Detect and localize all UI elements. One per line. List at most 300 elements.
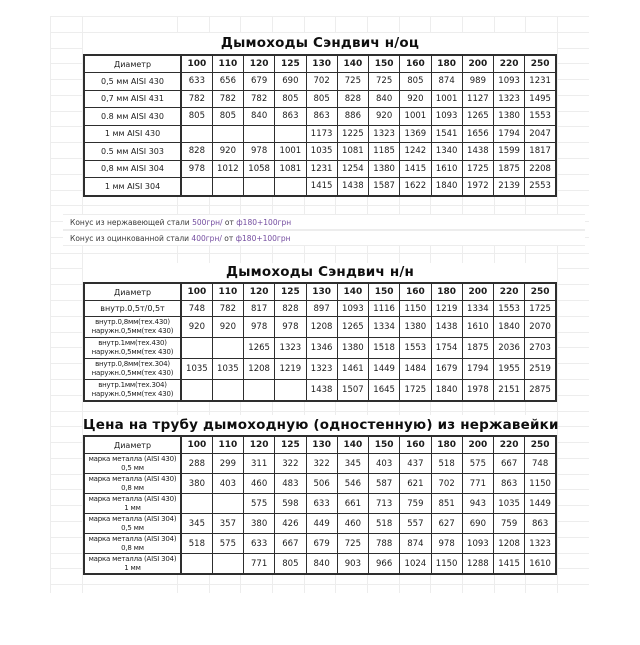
price-cell: 978 xyxy=(275,317,306,338)
price-cell: 725 xyxy=(337,534,368,554)
price-cell: 633 xyxy=(181,73,212,91)
price-cell: 1840 xyxy=(431,380,462,402)
price-cell: 1622 xyxy=(400,178,431,196)
price-cell: 1725 xyxy=(462,160,493,178)
row-label: 1 мм AISI 304 xyxy=(84,178,181,196)
price-cell: 288 xyxy=(181,454,212,474)
price-cell: 886 xyxy=(337,108,368,126)
price-cell xyxy=(212,125,243,143)
price-cell: 1978 xyxy=(462,380,493,402)
diameter-col-header: 160 xyxy=(400,283,431,301)
price-cell: 863 xyxy=(306,108,337,126)
price-cell: 1840 xyxy=(494,317,525,338)
diameter-col-header: 150 xyxy=(369,283,400,301)
table-row xyxy=(84,160,556,178)
section-single-wall xyxy=(83,415,559,575)
price-cell: 2047 xyxy=(525,125,556,143)
table-row xyxy=(84,454,556,474)
price-cell: 311 xyxy=(244,454,275,474)
price-cell: 575 xyxy=(212,534,243,554)
price-cell: 518 xyxy=(181,534,212,554)
price-table-sandwich-n-n xyxy=(83,282,557,402)
diameter-col-header: 120 xyxy=(244,283,275,301)
price-cell: 518 xyxy=(431,454,462,474)
table-title-single-wall: Цена на трубу дымоходную (одностенную) из нержавейки xyxy=(83,417,559,433)
price-cell: 805 xyxy=(275,554,306,575)
row-label: внутр.1мм(тех.304) наружн.0,5мм(тех 430) xyxy=(84,380,181,402)
price-cell: 403 xyxy=(212,474,243,494)
table-row xyxy=(84,301,556,317)
price-cell: 874 xyxy=(431,73,462,91)
price-cell: 1093 xyxy=(431,108,462,126)
price-cell: 874 xyxy=(400,534,431,554)
price-cell: 840 xyxy=(306,554,337,575)
table-title-sandwich-n-n: Дымоходы Сэндвич н/н xyxy=(83,263,557,282)
price-cell: 2519 xyxy=(525,359,556,380)
price-cell: 1875 xyxy=(462,338,493,359)
price-cell: 1208 xyxy=(306,317,337,338)
note-text: от xyxy=(222,218,237,227)
diameter-col-header: 200 xyxy=(462,436,493,454)
price-cell: 782 xyxy=(181,90,212,108)
price-cell: 2208 xyxy=(525,160,556,178)
price-cell: 725 xyxy=(337,73,368,91)
price-cell: 426 xyxy=(275,514,306,534)
price-cell: 966 xyxy=(369,554,400,575)
diameter-col-header: 150 xyxy=(369,436,400,454)
price-cell xyxy=(212,338,243,359)
price-cell: 2036 xyxy=(494,338,525,359)
price-cell xyxy=(181,125,212,143)
price-cell: 1955 xyxy=(494,359,525,380)
price-cell: 690 xyxy=(275,73,306,91)
price-cell: 679 xyxy=(244,73,275,91)
price-cell: 978 xyxy=(244,143,275,161)
price-cell: 1679 xyxy=(431,359,462,380)
price-cell: 1208 xyxy=(494,534,525,554)
diameter-col-header: 100 xyxy=(181,283,212,301)
price-cell: 1461 xyxy=(337,359,368,380)
price-cell: 978 xyxy=(244,317,275,338)
diameter-col-header: 160 xyxy=(400,55,431,73)
gridline-vertical xyxy=(50,16,51,593)
gridline-horizontal xyxy=(50,411,589,412)
price-cell: 1725 xyxy=(525,301,556,317)
price-cell: 1219 xyxy=(431,301,462,317)
section-sandwich-n-n xyxy=(83,263,559,402)
table-row xyxy=(84,73,556,91)
price-cell: 1116 xyxy=(369,301,400,317)
price-cell: 1754 xyxy=(431,338,462,359)
price-cell: 863 xyxy=(494,474,525,494)
price-cell: 897 xyxy=(306,301,337,317)
price-cell: 851 xyxy=(431,494,462,514)
price-cell: 788 xyxy=(369,534,400,554)
price-cell: 345 xyxy=(181,514,212,534)
price-cell: 1369 xyxy=(400,125,431,143)
price-cell: 1242 xyxy=(400,143,431,161)
price-cell: 546 xyxy=(337,474,368,494)
note-text: Конус из нержавеющей стали xyxy=(70,218,193,227)
price-cell: 2151 xyxy=(494,380,525,402)
price-cell: 299 xyxy=(212,454,243,474)
price-cell xyxy=(181,338,212,359)
diameter-col-header: 200 xyxy=(462,283,493,301)
price-cell: 1150 xyxy=(431,554,462,575)
price-cell xyxy=(212,178,243,196)
price-cell: 1035 xyxy=(306,143,337,161)
price-cell: 978 xyxy=(181,160,212,178)
row-label: марка металла (AISI 430) 1 мм xyxy=(84,494,181,514)
row-label: марка металла (AISI 430) 0,5 мм xyxy=(84,454,181,474)
price-cell: 828 xyxy=(181,143,212,161)
price-cell: 759 xyxy=(494,514,525,534)
table-row xyxy=(84,125,556,143)
price-cell xyxy=(275,178,306,196)
price-cell: 759 xyxy=(400,494,431,514)
price-cell xyxy=(244,125,275,143)
price-cell: 1725 xyxy=(400,380,431,402)
diameter-header-cell: Диаметр xyxy=(84,55,181,73)
diameter-col-header: 110 xyxy=(212,436,243,454)
diameter-col-header: 150 xyxy=(369,55,400,73)
price-cell: 1972 xyxy=(462,178,493,196)
diameter-col-header: 130 xyxy=(306,55,337,73)
price-cell: 771 xyxy=(462,474,493,494)
price-cell: 1875 xyxy=(494,160,525,178)
price-cell: 1449 xyxy=(369,359,400,380)
row-label: марка металла (AISI 430) 0,8 мм xyxy=(84,474,181,494)
price-cell: 1231 xyxy=(525,73,556,91)
diameter-header-cell: Диаметр xyxy=(84,436,181,454)
price-table-sandwich-n-oc xyxy=(83,54,557,197)
diameter-col-header: 160 xyxy=(400,436,431,454)
gridline-horizontal xyxy=(50,253,589,254)
price-cell: 805 xyxy=(400,73,431,91)
table-row xyxy=(84,178,556,196)
price-cell: 1340 xyxy=(431,143,462,161)
price-cell: 782 xyxy=(212,90,243,108)
note-spec: ф180+100грн xyxy=(236,218,292,227)
note-text: Конус из оцинкованной стали xyxy=(70,234,192,243)
price-cell: 1225 xyxy=(337,125,368,143)
row-label: 0.5 мм AISI 303 xyxy=(84,143,181,161)
price-cell: 1645 xyxy=(369,380,400,402)
price-cell: 1553 xyxy=(525,108,556,126)
price-cell: 380 xyxy=(181,474,212,494)
diameter-col-header: 110 xyxy=(212,283,243,301)
price-cell: 1541 xyxy=(431,125,462,143)
table-title-sandwich-n-oc: Дымоходы Сэндвич н/оц xyxy=(83,33,557,54)
price-cell: 840 xyxy=(244,108,275,126)
header-row xyxy=(84,283,556,301)
price-cell: 557 xyxy=(400,514,431,534)
price-cell: 1012 xyxy=(212,160,243,178)
price-cell: 771 xyxy=(244,554,275,575)
header-row xyxy=(84,55,556,73)
diameter-col-header: 125 xyxy=(275,283,306,301)
price-cell: 1081 xyxy=(337,143,368,161)
price-cell xyxy=(212,380,243,402)
price-cell: 805 xyxy=(306,90,337,108)
price-cell: 403 xyxy=(369,454,400,474)
table-row xyxy=(84,143,556,161)
price-cell: 782 xyxy=(244,90,275,108)
price-cell: 575 xyxy=(462,454,493,474)
price-cell: 1817 xyxy=(525,143,556,161)
price-cell: 920 xyxy=(369,108,400,126)
price-cell: 2139 xyxy=(494,178,525,196)
note-spec: ф180+100грн xyxy=(235,234,291,243)
diameter-col-header: 140 xyxy=(337,283,368,301)
price-cell: 920 xyxy=(181,317,212,338)
price-cell: 1415 xyxy=(494,554,525,575)
price-cell: 2553 xyxy=(525,178,556,196)
price-cell: 1173 xyxy=(306,125,337,143)
price-cell: 748 xyxy=(525,454,556,474)
price-cell: 828 xyxy=(275,301,306,317)
diameter-col-header: 130 xyxy=(306,436,337,454)
table-row xyxy=(84,514,556,534)
price-cell: 1610 xyxy=(525,554,556,575)
row-label: марка металла (AISI 304) 1 мм xyxy=(84,554,181,575)
price-cell: 667 xyxy=(275,534,306,554)
gridline-horizontal xyxy=(50,205,589,206)
price-cell: 1380 xyxy=(400,317,431,338)
row-label: 0,8 мм AISI 304 xyxy=(84,160,181,178)
price-table-single-wall xyxy=(83,435,557,575)
diameter-col-header: 120 xyxy=(244,55,275,73)
diameter-col-header: 100 xyxy=(181,55,212,73)
table-row xyxy=(84,108,556,126)
price-cell: 817 xyxy=(244,301,275,317)
table-row xyxy=(84,317,556,338)
price-cell: 748 xyxy=(181,301,212,317)
price-cell: 989 xyxy=(462,73,493,91)
price-cell xyxy=(181,380,212,402)
gridline-horizontal xyxy=(50,584,589,585)
price-cell: 322 xyxy=(275,454,306,474)
price-cell xyxy=(212,554,243,575)
diameter-col-header: 140 xyxy=(337,55,368,73)
price-cell: 679 xyxy=(306,534,337,554)
price-cell: 1219 xyxy=(275,359,306,380)
price-cell: 1185 xyxy=(369,143,400,161)
price-cell: 805 xyxy=(181,108,212,126)
diameter-col-header: 100 xyxy=(181,436,212,454)
row-label: внутр.1мм(тех.430) наружн.0,5мм(тех 430) xyxy=(84,338,181,359)
price-cell: 380 xyxy=(244,514,275,534)
price-cell: 1380 xyxy=(369,160,400,178)
price-cell: 1323 xyxy=(525,534,556,554)
price-cell: 1507 xyxy=(337,380,368,402)
price-cell: 1415 xyxy=(306,178,337,196)
diameter-col-header: 125 xyxy=(275,436,306,454)
price-cell: 1518 xyxy=(369,338,400,359)
price-cell: 1001 xyxy=(431,90,462,108)
price-cell: 460 xyxy=(244,474,275,494)
price-cell: 587 xyxy=(369,474,400,494)
note-stainless-cone xyxy=(63,214,585,230)
table-row xyxy=(84,554,556,575)
price-cell: 1794 xyxy=(494,125,525,143)
price-cell: 1380 xyxy=(337,338,368,359)
price-cell: 1599 xyxy=(494,143,525,161)
price-cell: 506 xyxy=(306,474,337,494)
price-cell: 1346 xyxy=(306,338,337,359)
table-row xyxy=(84,494,556,514)
price-cell: 1323 xyxy=(306,359,337,380)
row-label: марка металла (AISI 304) 0,5 мм xyxy=(84,514,181,534)
price-cell: 1058 xyxy=(244,160,275,178)
price-cell: 1587 xyxy=(369,178,400,196)
table-row xyxy=(84,90,556,108)
price-cell xyxy=(181,178,212,196)
diameter-col-header: 120 xyxy=(244,436,275,454)
note-galvanized-cone xyxy=(63,230,585,246)
price-cell: 903 xyxy=(337,554,368,575)
price-cell: 702 xyxy=(431,474,462,494)
diameter-col-header: 130 xyxy=(306,283,337,301)
price-cell xyxy=(181,494,212,514)
price-cell: 1265 xyxy=(462,108,493,126)
diameter-col-header: 250 xyxy=(525,436,556,454)
price-cell xyxy=(181,554,212,575)
price-cell: 1323 xyxy=(275,338,306,359)
header-row xyxy=(84,436,556,454)
price-cell: 483 xyxy=(275,474,306,494)
row-label: 0,5 мм AISI 430 xyxy=(84,73,181,91)
price-cell: 863 xyxy=(275,108,306,126)
price-cell: 1208 xyxy=(244,359,275,380)
table-row xyxy=(84,534,556,554)
price-cell: 2703 xyxy=(525,338,556,359)
diameter-col-header: 180 xyxy=(431,283,462,301)
diameter-col-header: 220 xyxy=(494,436,525,454)
price-cell: 713 xyxy=(369,494,400,514)
price-cell xyxy=(275,125,306,143)
price-cell: 920 xyxy=(212,143,243,161)
price-cell: 460 xyxy=(337,514,368,534)
price-cell: 1265 xyxy=(244,338,275,359)
table-row xyxy=(84,338,556,359)
price-cell: 1254 xyxy=(337,160,368,178)
diameter-col-header: 180 xyxy=(431,436,462,454)
price-cell: 1438 xyxy=(462,143,493,161)
price-cell: 1449 xyxy=(525,494,556,514)
price-cell: 1438 xyxy=(431,317,462,338)
price-cell: 1553 xyxy=(494,301,525,317)
diameter-col-header: 180 xyxy=(431,55,462,73)
diameter-col-header: 220 xyxy=(494,55,525,73)
price-cell: 1610 xyxy=(462,317,493,338)
price-cell: 1093 xyxy=(462,534,493,554)
price-cell: 633 xyxy=(306,494,337,514)
diameter-col-header: 220 xyxy=(494,283,525,301)
price-cell: 1127 xyxy=(462,90,493,108)
price-cell: 1288 xyxy=(462,554,493,575)
price-cell: 1323 xyxy=(494,90,525,108)
row-label: 0,7 мм AISI 431 xyxy=(84,90,181,108)
row-label: марка металла (AISI 304) 0,8 мм xyxy=(84,534,181,554)
price-cell: 1380 xyxy=(494,108,525,126)
price-cell: 1035 xyxy=(181,359,212,380)
price-cell: 805 xyxy=(212,108,243,126)
price-cell: 656 xyxy=(212,73,243,91)
price-cell: 449 xyxy=(306,514,337,534)
price-cell: 1265 xyxy=(337,317,368,338)
price-cell: 322 xyxy=(306,454,337,474)
price-cell: 1334 xyxy=(462,301,493,317)
row-label: 1 мм AISI 430 xyxy=(84,125,181,143)
price-cell: 863 xyxy=(525,514,556,534)
price-cell: 1415 xyxy=(400,160,431,178)
price-cell: 575 xyxy=(244,494,275,514)
price-cell: 1840 xyxy=(431,178,462,196)
price-cell: 598 xyxy=(275,494,306,514)
price-cell: 805 xyxy=(275,90,306,108)
price-cell: 1001 xyxy=(275,143,306,161)
price-cell: 920 xyxy=(400,90,431,108)
table-row xyxy=(84,380,556,402)
price-cell: 1150 xyxy=(525,474,556,494)
table-row xyxy=(84,474,556,494)
diameter-col-header: 250 xyxy=(525,55,556,73)
price-cell: 1438 xyxy=(337,178,368,196)
price-cell: 357 xyxy=(212,514,243,534)
price-cell xyxy=(244,178,275,196)
price-cell: 661 xyxy=(337,494,368,514)
price-cell: 1323 xyxy=(369,125,400,143)
diameter-header-cell: Диаметр xyxy=(84,283,181,301)
price-cell: 667 xyxy=(494,454,525,474)
diameter-col-header: 250 xyxy=(525,283,556,301)
price-cell: 1093 xyxy=(337,301,368,317)
price-cell: 702 xyxy=(306,73,337,91)
section-sandwich-n-oc xyxy=(83,33,559,197)
price-cell: 621 xyxy=(400,474,431,494)
price-cell: 1553 xyxy=(400,338,431,359)
price-cell: 1794 xyxy=(462,359,493,380)
price-cell xyxy=(244,380,275,402)
diameter-col-header: 110 xyxy=(212,55,243,73)
price-cell: 437 xyxy=(400,454,431,474)
price-cell: 1035 xyxy=(212,359,243,380)
diameter-col-header: 140 xyxy=(337,436,368,454)
price-cell: 1484 xyxy=(400,359,431,380)
price-cell: 1024 xyxy=(400,554,431,575)
gridline-horizontal xyxy=(50,16,589,17)
note-price: 500грн/ xyxy=(192,218,223,227)
price-cell: 518 xyxy=(369,514,400,534)
row-label: внутр.0,8мм(тех.304) наружн.0,5мм(тех 430) xyxy=(84,359,181,380)
diameter-col-header: 125 xyxy=(275,55,306,73)
diameter-col-header: 200 xyxy=(462,55,493,73)
price-cell: 1150 xyxy=(400,301,431,317)
price-cell: 828 xyxy=(337,90,368,108)
price-cell: 1438 xyxy=(306,380,337,402)
price-cell: 627 xyxy=(431,514,462,534)
price-cell: 1334 xyxy=(369,317,400,338)
price-cell: 1231 xyxy=(306,160,337,178)
price-cell: 1035 xyxy=(494,494,525,514)
price-cell: 1093 xyxy=(494,73,525,91)
price-cell: 2875 xyxy=(525,380,556,402)
price-cell: 1495 xyxy=(525,90,556,108)
price-cell: 1656 xyxy=(462,125,493,143)
price-cell: 345 xyxy=(337,454,368,474)
price-cell: 840 xyxy=(369,90,400,108)
